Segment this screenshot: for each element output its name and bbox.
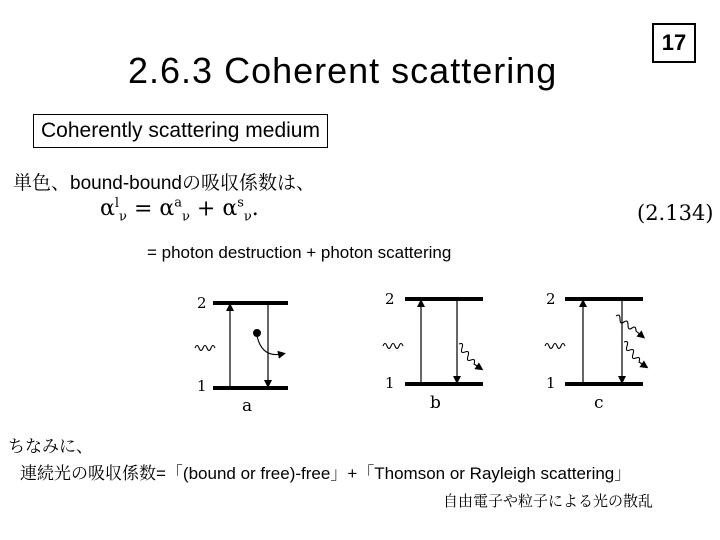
level-1-label: 1 [546,374,556,392]
formula-period: . [251,196,259,222]
formula-equals: = [133,196,153,222]
formula-term-2 [222,196,259,225]
note-continuum-absorption: 連続光の吸収係数=「(bound or free)-free」+「Thomson or Rayleigh scattering」 [20,464,632,483]
collision-dot [253,329,261,337]
panel-c [545,290,645,413]
absorption-formula [100,196,259,225]
formula-alpha: α [222,196,238,222]
slide-title: 2.6.3 Coherent scattering [128,50,558,91]
formula-sub: ν [243,209,252,225]
formula-sup: l [114,196,120,211]
note-intro: ちなみに、 [8,437,93,456]
panel-b-label: b [430,393,441,413]
formula-alpha: α [100,196,115,222]
formula-term-1 [159,196,190,225]
intro-text: 単色、bound-boundの吸収係数は、 [13,173,315,194]
formula-sub: ν [182,209,190,225]
level-1-label: 1 [197,377,207,395]
panel-a-label: a [242,396,253,416]
level-2-label: 2 [385,290,395,308]
equation-number: (2.134) [637,201,714,225]
panel-b [383,290,483,413]
collision-path [257,336,282,355]
formula-sup: a [174,196,182,211]
panel-a [195,294,288,416]
formula-explanation: = photon destruction + photon scattering [147,243,452,262]
incoming-photon-wave [383,344,403,349]
scattered-photon-wave-upper [616,315,642,336]
section-label: Coherently scattering medium [33,114,328,148]
panel-c-label: c [594,393,604,413]
note-scattering-explanation: 自由電子や粒子による光の散乱 [443,493,654,510]
formula-lhs [100,196,127,225]
level-2-label: 2 [546,290,556,308]
scattered-photon-wave-lower [624,342,645,367]
level-1-label: 1 [385,374,395,392]
transition-diagram [0,280,720,420]
scattered-photon-wave [459,344,480,369]
formula-alpha: α [159,196,175,222]
incoming-photon-wave [195,346,215,351]
page-number: 17 [652,23,696,63]
formula-sub: ν [119,209,127,225]
formula-plus: + [196,196,216,222]
incoming-photon-wave [545,344,565,349]
level-2-label: 2 [197,294,207,312]
formula-sup: s [237,196,244,211]
